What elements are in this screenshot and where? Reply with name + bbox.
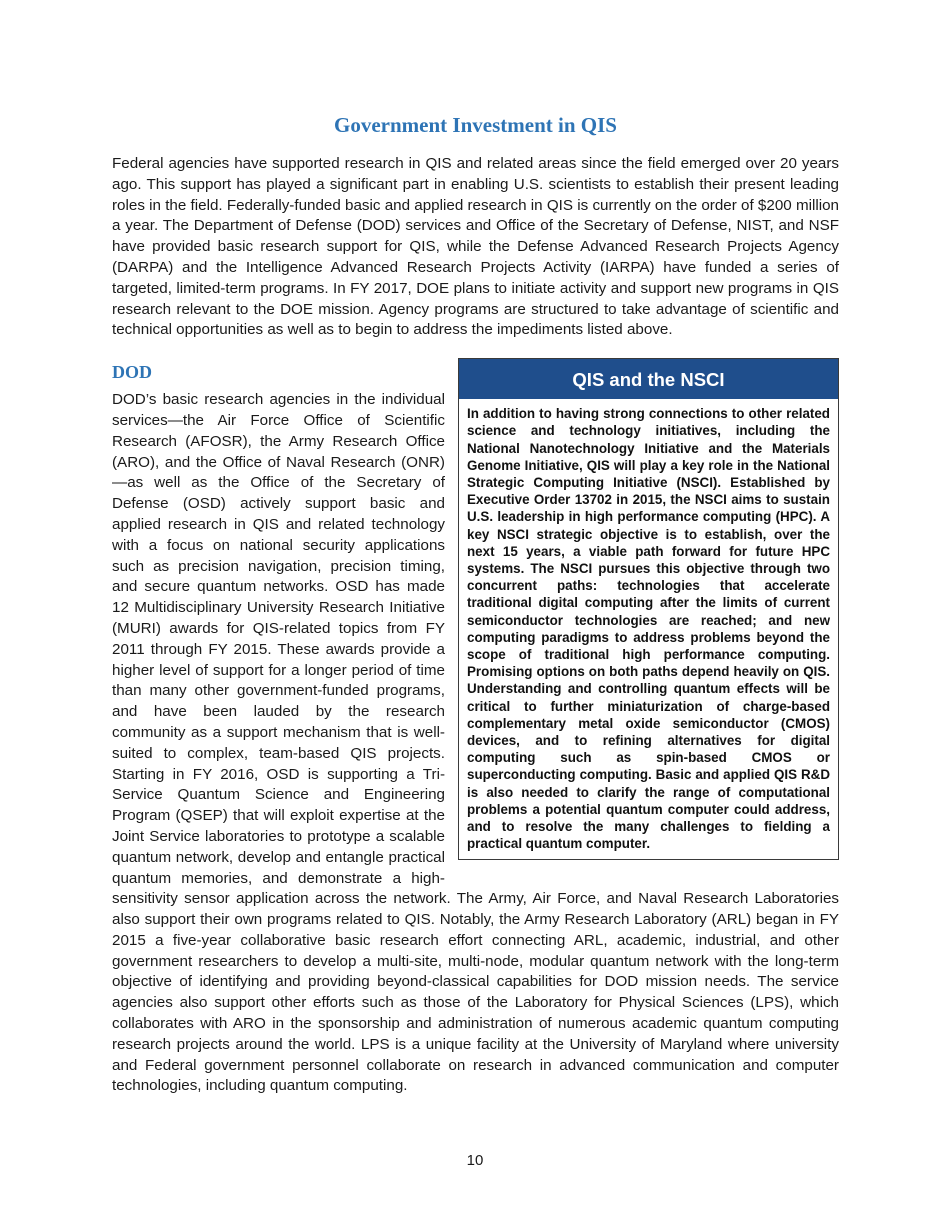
nsci-sidebar-body: In addition to having strong connections to other related science and technology initiatives, including the National Nanotechnology Initiative and the Materials Genome Initiative, QIS will play a key role in the National Strategic Computing Initiative (NSCI). Established by Executive Order 13702 in 2015, the NSCI aims to sustain U.S. leadership in high performance computing (HPC). A key NSCI strategic objective is to establish, over the next 15 years, a viable path forward for future HPC systems. The NSCI pursues this objective through two concurrent paths: technologies that accelerate traditional digital computing after the limits of current semiconductor technologies are reached; and new computing paradigms to address problems beyond the scope of traditional high performance computing. Promising options on both paths depend heavily on QIS. Understanding and controlling quantum effects will be critical to further miniaturization of charge-based complementary metal oxide semiconductor (CMOS) devices, and to refining alternatives for digital computing such as spin-based CMOS or superconducting computing. Basic and applied QIS R&D is also needed to clarify the range of computational problems a potential quantum computer could address, and to resolve the many challenges to fielding a practical quantum computer. (467, 406, 830, 852)
dod-paragraph: DOD’s basic research agencies in the individual services—the Air Force Office of Scientific Research (AFOSR), the Army Research Office (ARO), and the Office of Naval Research (ONR)—as well as the Office of the Secretary of Defense (OSD) actively support basic and applied research in QIS and related technology with a focus on national security applications such as precision navigation, precision timing, and secure quantum networks. OSD has made 12 Multidisciplinary University Research Initiative (MURI) awards for QIS-related topics from FY 2011 through FY 2015. These awards provide a higher level of support for a longer period of time than many other government-funded programs, and have been lauded by the research community as a support mechanism that is well-suited to complex, team-based QIS projects. Starting in FY 2016, OSD is supporting a Tri-Service Quantum Science and Engineering Program (QSEP) that will exploit expertise at the Joint Service laboratories to prototype a scalable quantum network, develop and entangle practical quantum memories, and demonstrate a high-sensitivity sensor application across the network. The Army, Air Force, and Naval Research Laboratories also support their own programs related to QIS. Notably, the Army Research Laboratory (ARL) began in FY 2015 a five-year collaborative basic research effort connecting ARL, academic, industrial, and other government researchers to develop a multi-site, multi-node, modular quantum network with the long-term objective of identifying and providing beyond-classical capabilities for DOD mission needs. The service agencies also support other efforts such as those of the Laboratory for Physical Sciences (LPS), which collaborates with ARO in the sponsorship and administration of numerous academic quantum computing research projects around the world. LPS is a unique facility at the University of Maryland where university and Federal government personnel collaborate on research in advanced communication and computer technologies, including quantum computing. (112, 391, 839, 1095)
page-number: 10 (466, 1152, 484, 1169)
nsci-sidebar-box (458, 358, 839, 860)
intro-paragraph: Federal agencies have supported research in QIS and related areas since the field emerged over 20 years ago. This support has played a significant part in enabling U.S. scientists to establish their present leading roles in the field. Federally-funded basic and applied research in QIS is currently on the order of $200 million a year. The Department of Defense (DOD) services and Office of the Secretary of Defense, NIST, and NSF have provided basic research support for QIS, while the Defense Advanced Research Projects Agency (DARPA) and the Intelligence Advanced Research Projects Activity (IARPA) have funded a series of targeted, limited-term programs. In FY 2017, DOE plans to initiate activity and support new programs in QIS research relevant to the DOE mission. Agency programs are structured to take advantage of scientific and technical opportunities as well as to begin to address the impediments listed above. (112, 155, 839, 339)
dod-section-heading: DOD (112, 362, 152, 383)
page-title: Government Investment in QIS (334, 113, 617, 137)
nsci-sidebar-title: QIS and the NSCI (459, 359, 838, 399)
document-page (112, 110, 839, 1097)
